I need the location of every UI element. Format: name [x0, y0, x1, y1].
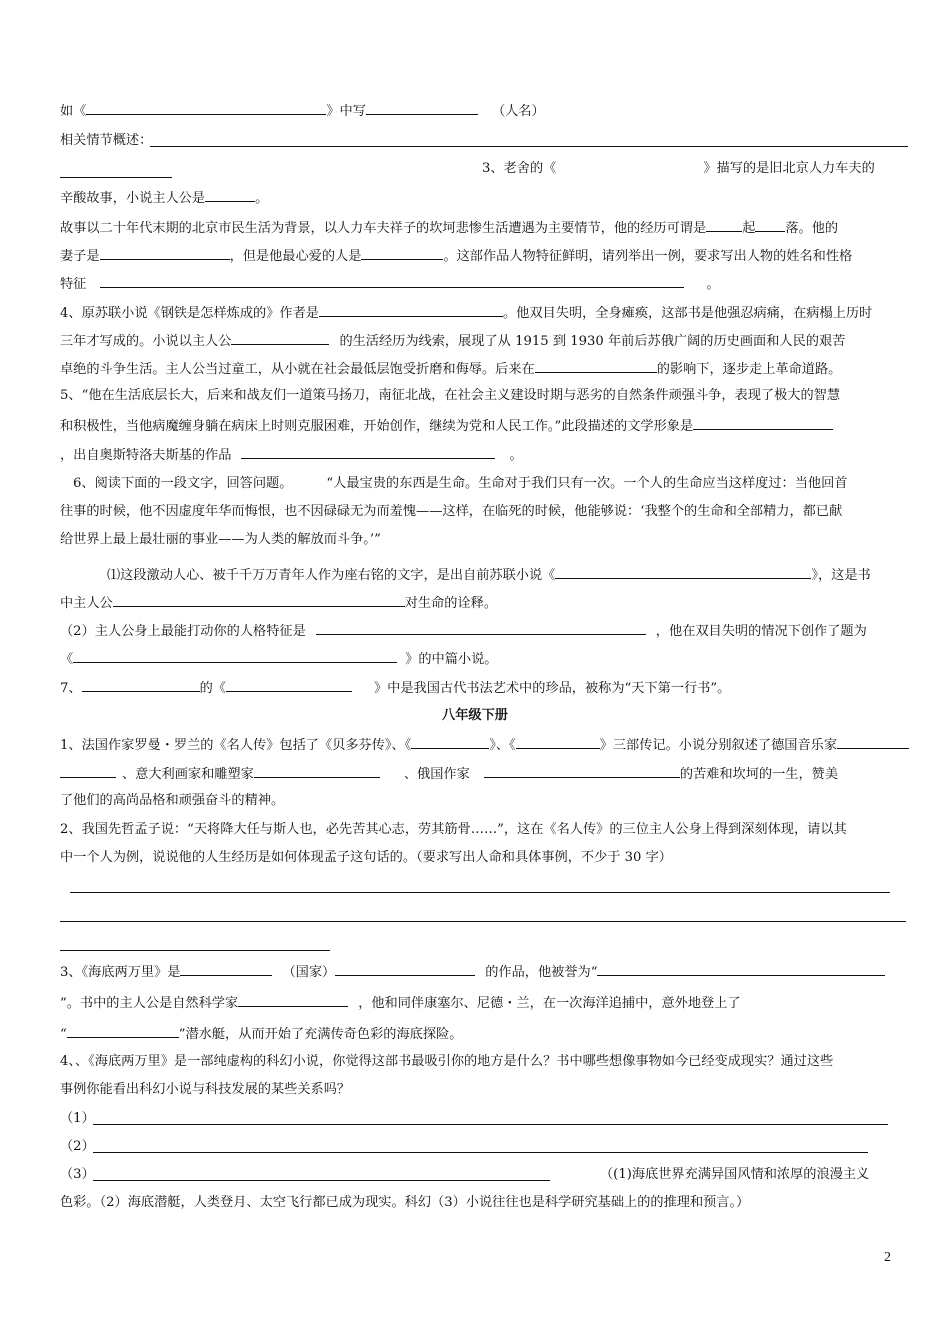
answer-line[interactable]: [60, 950, 330, 951]
answer-blank[interactable]: [100, 274, 684, 288]
text: 2、我国先哲孟子说：“天将降大任与斯人也，必先苦其心志，劳其筋骨……”，这在《名人传》的三位主人公身上得到深刻体现，请以其: [60, 822, 847, 837]
text: 了他们的高尚品格和顽强奋斗的精神。: [60, 793, 285, 808]
text: 八年级下册: [442, 708, 508, 723]
text: （3）: [60, 1167, 95, 1182]
text: 》的中篇小说。: [405, 652, 498, 667]
text: 4、原苏联小说《钢铁是怎样炼成的》作者是: [60, 306, 319, 321]
question-line: [60, 101, 545, 121]
answer-blank[interactable]: [484, 764, 680, 778]
answer-blank[interactable]: [73, 649, 397, 663]
text: 3、老舍的《: [482, 161, 557, 176]
text: （国家）: [282, 965, 336, 980]
question-line: [107, 565, 871, 585]
question-line: [60, 593, 497, 613]
question-line: [60, 821, 847, 839]
question-line: [60, 1081, 350, 1099]
answer-blank[interactable]: [231, 331, 329, 345]
text: 、俄国作家: [403, 767, 470, 782]
text: ，他和同伴康塞尔、尼德・兰，在一次海洋追捕中，意外地登上了: [358, 996, 741, 1011]
text: 相关情节概述：: [60, 133, 153, 148]
text: （2）主人公身上最能打动你的人格特征是: [60, 624, 306, 639]
question-line: [60, 188, 268, 208]
text: 的苦难和坎坷的一生，赞美: [679, 767, 839, 782]
text: 特征: [60, 277, 87, 292]
answer-blank[interactable]: [113, 593, 405, 607]
answer-blank[interactable]: [706, 218, 742, 232]
text: 起: [742, 221, 756, 236]
text: 的《: [199, 681, 226, 696]
text: 2: [884, 1250, 891, 1265]
answer-blank[interactable]: [755, 218, 785, 232]
question-line: [60, 1166, 95, 1184]
text: 落。他的: [785, 221, 839, 236]
text: 》描写的是旧北京人力车夫的: [703, 161, 875, 176]
answer-line[interactable]: [93, 1180, 550, 1181]
question-line: [60, 218, 838, 238]
text: 。这部作品人物特征鲜明，请列举出一例，要求写出人物的姓名和性格: [443, 249, 853, 264]
question-line: [60, 531, 381, 549]
text: 》中是我国古代书法艺术中的珍品，被称为“天下第一行书”。: [373, 681, 731, 696]
question-line: [60, 962, 885, 982]
text: 给世界上最上最壮丽的事业——为人类的解放而斗争。’”: [60, 532, 381, 547]
text: 7、: [60, 681, 82, 696]
answer-blank[interactable]: [319, 303, 503, 317]
question-line: [60, 246, 852, 266]
text: ，但是他最心爱的人是: [229, 249, 362, 264]
question-line: [60, 649, 498, 669]
text: 5、“他在生活底层长大，后来和战友们一道策马扬刀，南征北战，在社会主义建设时期与恶劣的自然条件顽强斗争，表现了极大的智慧: [60, 388, 841, 403]
answer-blank[interactable]: [837, 735, 909, 749]
text: 。: [706, 277, 720, 292]
text: 3、《海底两万里》是: [60, 965, 181, 980]
answer-blank[interactable]: [82, 678, 200, 692]
question-line: [60, 331, 845, 351]
question-line: [60, 416, 833, 436]
question-line: [60, 132, 152, 150]
text: 《: [60, 652, 74, 667]
question-line: [60, 503, 842, 521]
text: 4、、《海底两万里》是一部纯虚构的科幻小说，你觉得这部书最吸引你的地方是什么？书中哪些想像事物如今已经变成现实？通过这些: [60, 1054, 834, 1069]
question-line: [60, 1024, 462, 1044]
text: ”。书中的主人公是自然科学家: [60, 996, 239, 1011]
question-line: [60, 678, 730, 698]
text: 。他双目失明，全身瘫痪，这部书是他强忍病痛，在病榻上历时: [502, 306, 873, 321]
answer-blank[interactable]: [241, 445, 495, 459]
text: 1、法国作家罗曼・罗兰的《名人传》包括了《贝多芬传》、《: [60, 738, 412, 753]
text: 妻子是: [60, 249, 100, 264]
text: 对生命的诠释。: [404, 596, 498, 611]
question-line: [60, 445, 523, 465]
answer-blank[interactable]: [555, 565, 811, 579]
answer-line[interactable]: [70, 892, 890, 893]
answer-blank[interactable]: [366, 101, 478, 115]
answer-line[interactable]: [60, 921, 906, 922]
text: 辛酸故事，小说主人公是: [60, 191, 206, 206]
text: 事例你能看出科幻小说与科技发展的某些关系吗？: [60, 1082, 351, 1097]
question-line: [60, 849, 672, 867]
text: 。: [509, 448, 523, 463]
text: 》，这是书: [811, 568, 871, 583]
question-line: [60, 735, 909, 755]
question-line: [482, 160, 875, 178]
answer-blank[interactable]: [411, 735, 489, 749]
question-line: [60, 993, 741, 1013]
answer-blank[interactable]: [535, 359, 657, 373]
answer-blank[interactable]: [254, 764, 380, 778]
question-line: [73, 475, 847, 493]
text: （1）: [60, 1111, 95, 1126]
answer-blank[interactable]: [316, 621, 646, 635]
answer-blank[interactable]: [180, 962, 272, 976]
question-line: [60, 1053, 833, 1071]
text: 》中写: [326, 104, 366, 119]
answer-blank[interactable]: [361, 246, 443, 260]
text: ”潜水艇，从而开始了充满传奇色彩的海底探险。: [178, 1027, 463, 1042]
answer-note: [60, 1194, 749, 1212]
answer-note: [600, 1166, 869, 1184]
answer-line[interactable]: [60, 177, 172, 178]
text: （(1)海底世界充满异国风情和浓厚的浪漫主义: [600, 1167, 870, 1182]
answer-line[interactable]: [150, 146, 908, 147]
text: 。: [255, 191, 269, 206]
question-line: [60, 1138, 95, 1156]
answer-blank[interactable]: [60, 764, 116, 778]
text: 》三部传记。小说分别叙述了德国音乐家: [599, 738, 838, 753]
text: ，出自奥斯特洛夫斯基的作品: [60, 448, 232, 463]
question-line: [60, 387, 840, 405]
text: 色彩。（2）海底潜艇，人类登月、太空飞行都已成为现实。科幻（3）小说往往也是科学研究基础上的的推理和预言。）: [60, 1195, 750, 1210]
answer-line[interactable]: [93, 1152, 868, 1153]
text: 、意大利画家和雕塑家: [122, 767, 254, 782]
text: 如《: [60, 104, 87, 119]
answer-blank[interactable]: [516, 735, 600, 749]
answer-blank[interactable]: [67, 1024, 179, 1038]
answer-blank[interactable]: [86, 101, 326, 115]
question-line: [60, 792, 284, 810]
question-line: [60, 274, 720, 294]
text: 往事的时候，他不因虚度年华而悔恨，也不因碌碌无为而羞愧——这样，在临死的时候，他能够说：‘我整个的生命和全部精力，都已献: [60, 504, 843, 519]
text: 故事以二十年代末期的北京市民生活为背景，以人力车夫祥子的坎坷悲惨生活遭遇为主要情节，他的经历可谓是: [60, 221, 707, 236]
answer-line[interactable]: [93, 1124, 888, 1125]
answer-blank[interactable]: [100, 246, 230, 260]
text: 中主人公: [60, 596, 113, 611]
question-line: [60, 303, 872, 323]
text: 三年才写成的。小说以主人公: [60, 334, 232, 349]
text: 卓绝的斗争生活。主人公当过童工，从小就在社会最低层饱受折磨和侮辱。后来在: [60, 362, 535, 377]
text: “: [60, 1027, 67, 1042]
text: 和积极性，当他病魔缠身躺在病床上时则克服困难，开始创作，继续为党和人民工作。”此段描述的文学形象是: [60, 419, 694, 434]
text: ⑴这段激动人心、被千千万万青年人作为座右铭的文字，是出自前苏联小说《: [107, 568, 556, 583]
answer-blank[interactable]: [205, 188, 255, 202]
question-line: [60, 359, 841, 379]
page-number: [884, 1249, 891, 1267]
answer-blank[interactable]: [693, 416, 833, 430]
question-line: [60, 764, 838, 784]
section-heading: [0, 707, 950, 725]
text: 的生活经历为线索，展现了从 1915 到 1930 年前后苏俄广阔的历史画面和人民的艰苦: [339, 334, 846, 349]
question-line: [60, 1110, 95, 1128]
answer-blank[interactable]: [597, 962, 885, 976]
text: ，他在双目失明的情况下创作了题为: [655, 624, 867, 639]
answer-blank[interactable]: [238, 993, 348, 1007]
text: 》、《: [489, 738, 516, 753]
text: 的作品，他被誉为“: [485, 965, 598, 980]
answer-blank[interactable]: [335, 962, 475, 976]
text: （人名）: [491, 104, 545, 119]
answer-blank[interactable]: [226, 678, 352, 692]
text: “人最宝贵的东西是生命。生命对于我们只有一次。一个人的生命应当这样度过：当他回首: [326, 476, 848, 491]
text: （2）: [60, 1139, 95, 1154]
text: 的影响下，逐步走上革命道路。: [656, 362, 842, 377]
text: 中一个人为例，说说他的人生经历是如何体现孟子这句话的。（要求写出人命和具体事例，不少于 30 字）: [60, 850, 672, 865]
question-line: [60, 621, 867, 641]
text: 6、阅读下面的一段文字，回答问题。: [73, 476, 293, 491]
